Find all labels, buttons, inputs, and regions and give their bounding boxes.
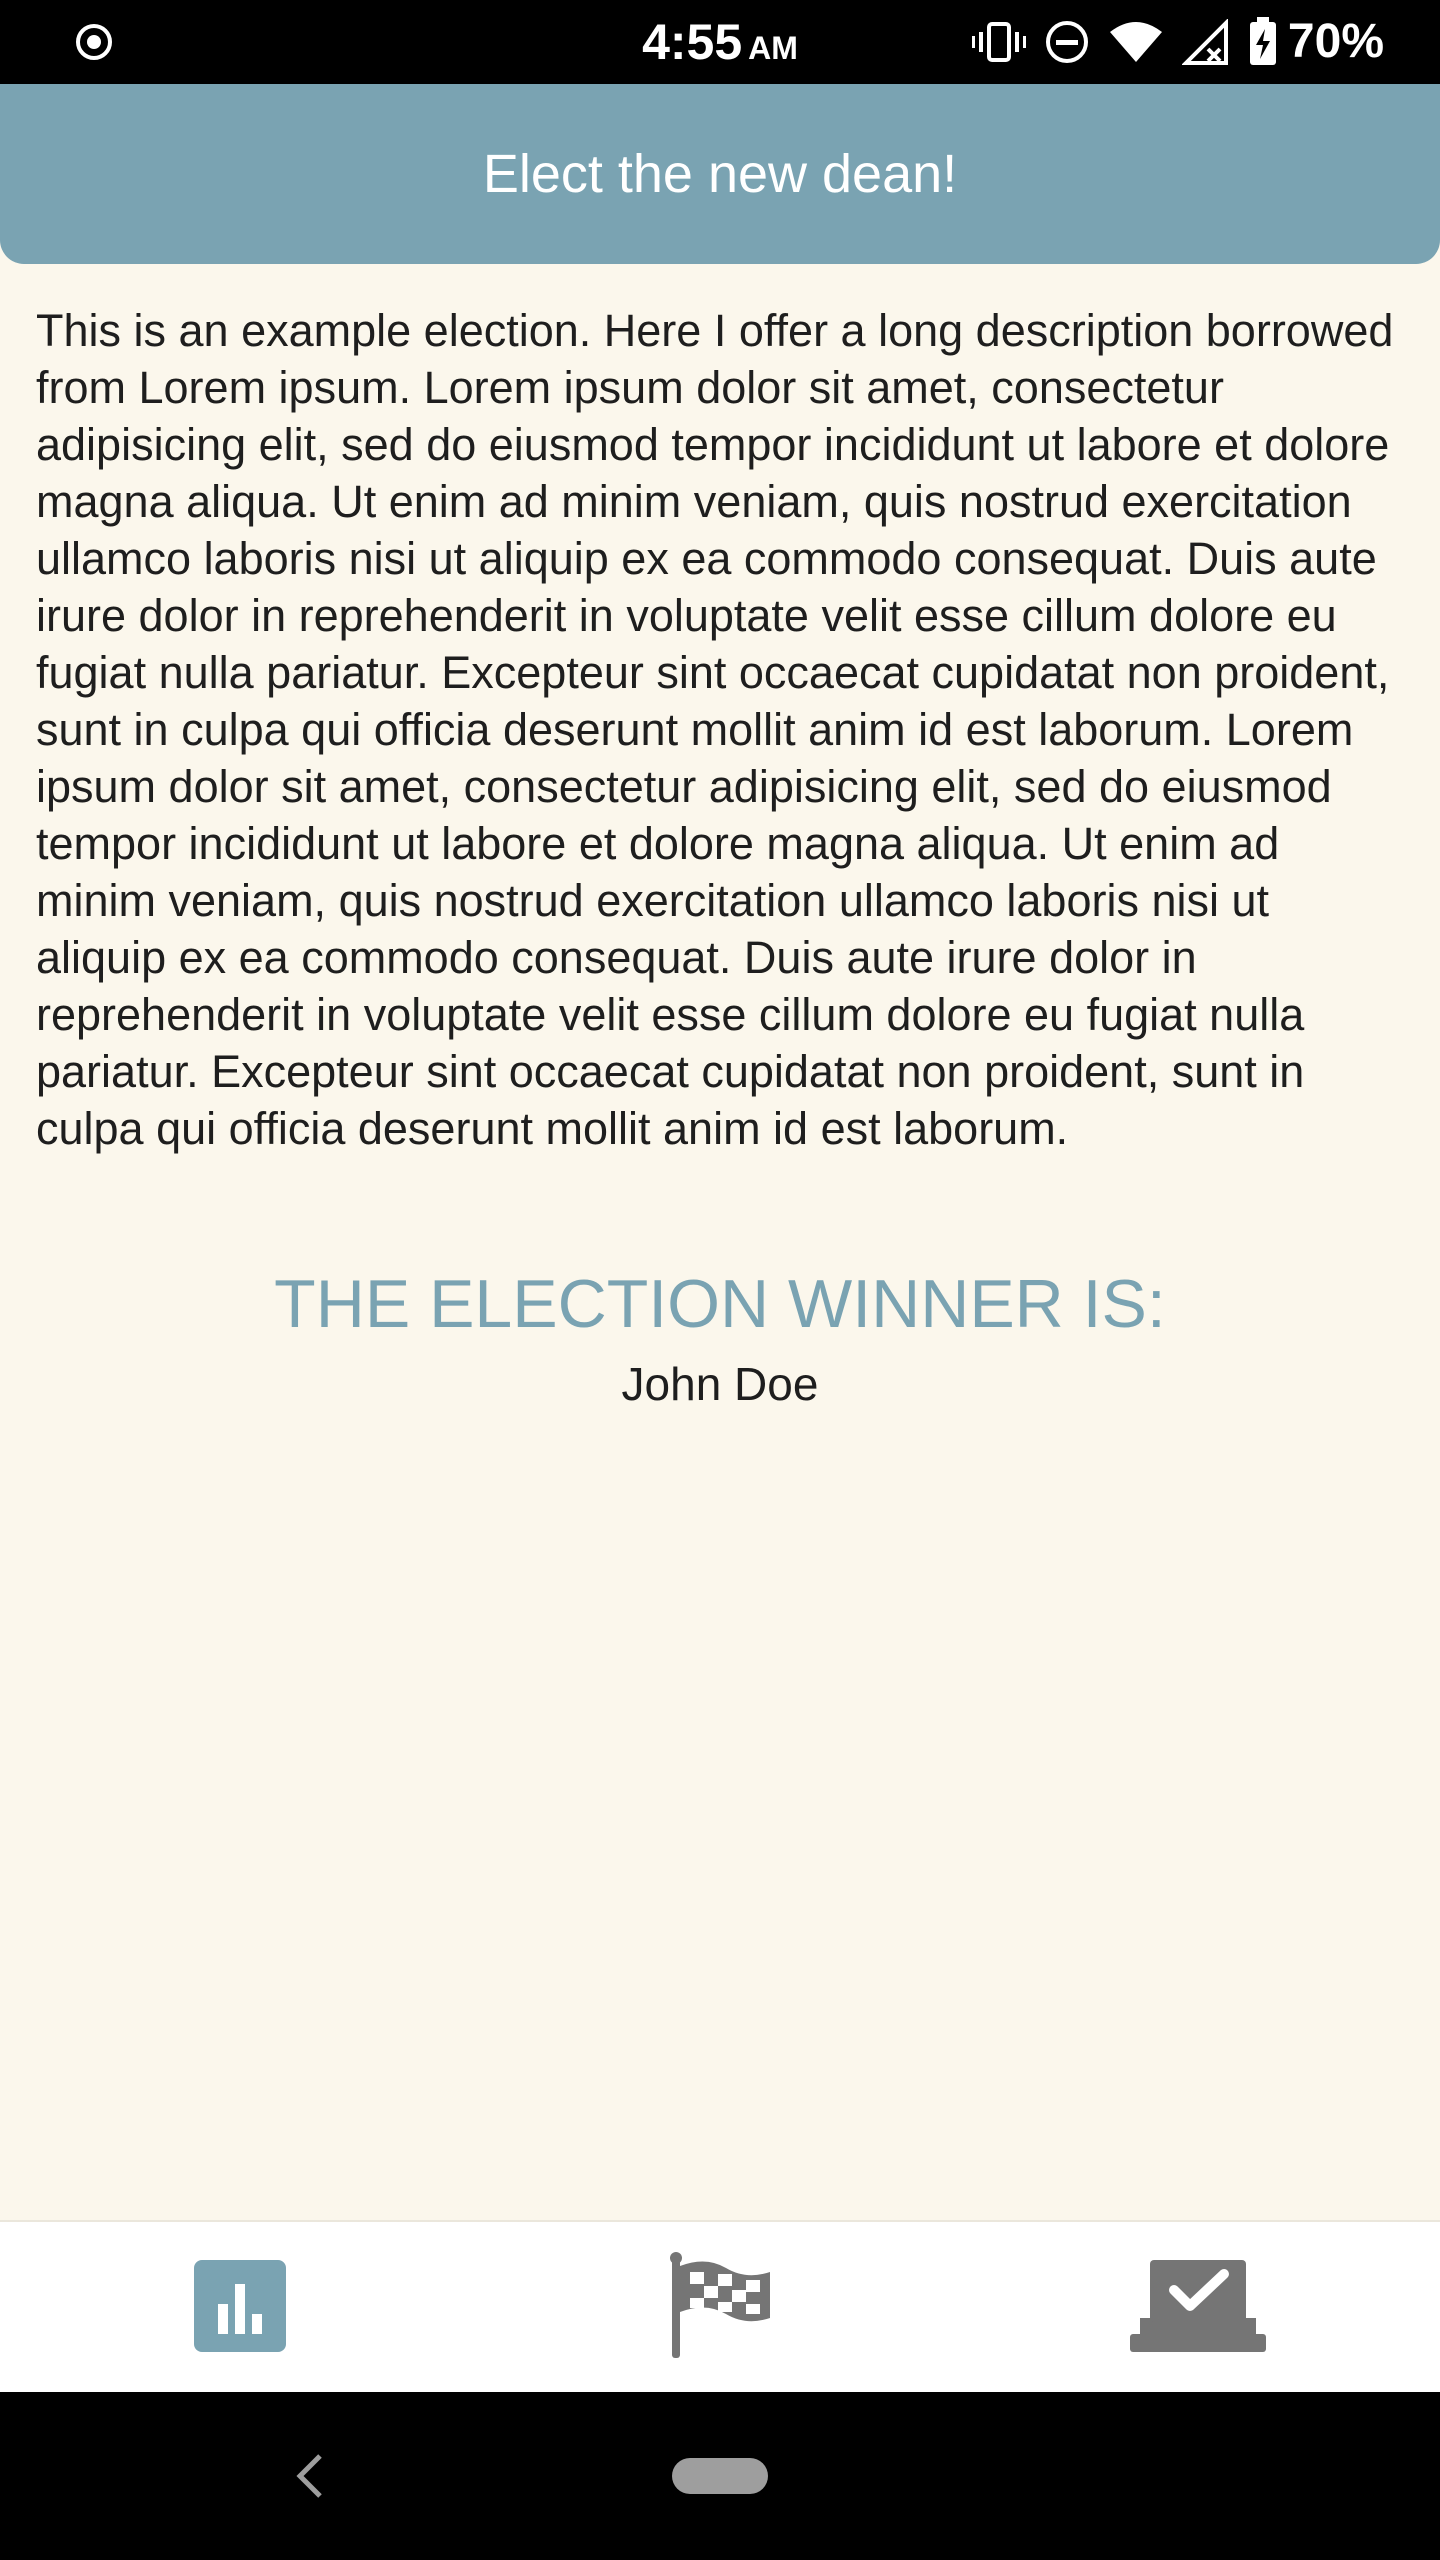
status-bar: [0, 0, 1440, 84]
clock-time: 4:55: [642, 14, 743, 70]
home-button[interactable]: [672, 2458, 768, 2494]
clock-ampm: AM: [748, 30, 798, 66]
back-icon[interactable]: [290, 2450, 330, 2502]
nav-finish-tab[interactable]: [666, 2252, 776, 2367]
dnd-icon: [1044, 19, 1090, 65]
vibrate-icon: [972, 20, 1026, 64]
battery-charging-icon: [1248, 17, 1278, 67]
bottom-nav: [0, 2220, 1440, 2394]
battery-percent: 70%: [1287, 15, 1384, 68]
app-header: [0, 84, 1440, 264]
wifi-icon: [1108, 20, 1164, 64]
page-title: Elect the new dean!: [482, 144, 958, 204]
winner-name: John Doe: [621, 1358, 819, 1410]
nav-results-tab[interactable]: [192, 2258, 288, 2359]
status-icons: [954, 14, 1384, 70]
election-description: This is an example election. Here I offer a long description borrowed from Lorem ipsum. Lorem ipsum dolor sit amet, consectetur adipisicing elit, sed do eiusmod tempor incididunt ut labore et dolore magna aliqua. Ut enim ad minim veniam, quis nostrud exercitation ullamco laboris nisi ut aliquip ex ea commodo consequat. Duis aute irure dolor in reprehenderit in voluptate velit esse cillum dolore eu fugiat nulla pariatur. Excepteur sint occaecat cupidatat non proident, sunt in culpa qui officia deserunt mollit anim id est laborum. Lorem ipsum dolor sit amet, consectetur adipisicing elit, sed do eiusmod tempor incididunt ut labore et dolore magna aliqua. Ut enim ad minim veniam, quis nostrud exercitation ullamco laboris nisi ut aliquip ex ea commodo consequat. Duis aute irure dolor in reprehenderit in voluptate velit esse cillum dolore eu fugiat nulla pariatur. Excepteur sint occaecat cupidatat non proident, sunt in culpa qui officia deserunt mollit anim id est laborum.: [36, 305, 1394, 1154]
nav-vote-tab[interactable]: [1130, 2258, 1266, 2363]
checkered-flag-icon: [666, 2252, 776, 2362]
winner-heading: THE ELECTION WINNER IS:: [274, 1266, 1166, 1342]
bar-chart-icon: [192, 2258, 288, 2354]
signal-icon: [1182, 19, 1230, 65]
ballot-box-icon: [1130, 2258, 1266, 2358]
